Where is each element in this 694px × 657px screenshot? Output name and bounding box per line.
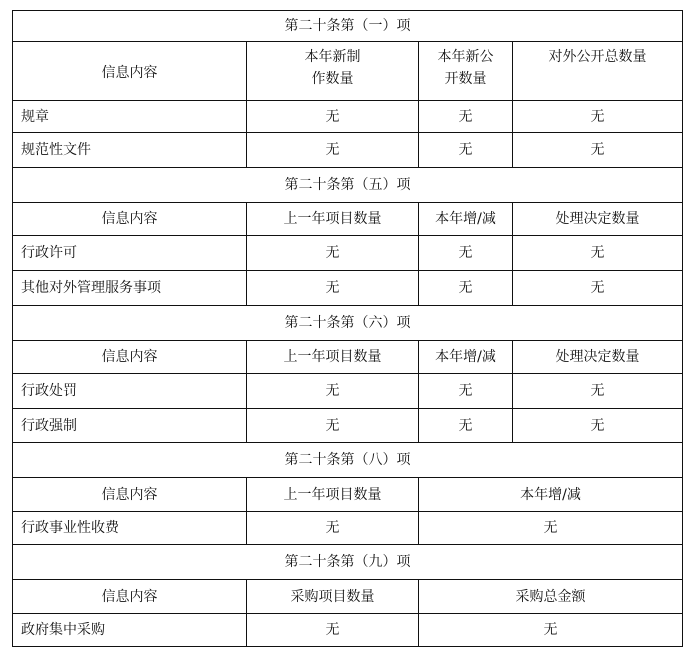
header-new-public-count xyxy=(419,42,513,101)
table-row xyxy=(13,133,683,168)
header-info-content: 信息内容 xyxy=(13,478,247,512)
cell-value: 无 xyxy=(419,374,513,409)
table-row xyxy=(13,614,683,647)
row-label: 其他对外管理服务事项 xyxy=(13,271,247,306)
row-label: 规范性文件 xyxy=(13,133,247,168)
section-title: 第二十条第（五）项 xyxy=(13,168,683,203)
row-label: 政府集中采购 xyxy=(13,614,247,647)
header-info-content: 信息内容 xyxy=(13,580,247,614)
header-purchase-amount: 采购总金额 xyxy=(419,580,683,614)
header-info-content: 信息内容 xyxy=(13,42,247,101)
header-prev-year-count: 上一年项目数量 xyxy=(247,478,419,512)
header-total-public-count: 对外公开总数量 xyxy=(513,42,683,101)
header-row xyxy=(13,203,683,236)
table-row xyxy=(13,374,683,409)
row-label: 规章 xyxy=(13,101,247,133)
header-line: 本年新公 xyxy=(437,49,494,65)
header-line: 本年新制 xyxy=(304,49,361,65)
table-row xyxy=(13,236,683,271)
header-line: 作数量 xyxy=(311,71,354,87)
cell-value: 无 xyxy=(419,512,683,545)
table-row xyxy=(13,101,683,133)
section-title: 第二十条第（八）项 xyxy=(13,443,683,478)
section-title: 第二十条第（一）项 xyxy=(13,11,683,42)
cell-value: 无 xyxy=(419,271,513,306)
cell-value: 无 xyxy=(513,409,683,443)
row-label: 行政处罚 xyxy=(13,374,247,409)
cell-value: 无 xyxy=(419,101,513,133)
cell-value: 无 xyxy=(419,409,513,443)
header-row xyxy=(13,341,683,374)
cell-value: 无 xyxy=(513,271,683,306)
header-purchase-count: 采购项目数量 xyxy=(247,580,419,614)
cell-value: 无 xyxy=(513,101,683,133)
header-decision-count: 处理决定数量 xyxy=(513,203,683,236)
row-label: 行政事业性收费 xyxy=(13,512,247,545)
cell-value: 无 xyxy=(247,236,419,271)
header-row xyxy=(13,42,683,101)
section-title-row xyxy=(13,168,683,203)
cell-value: 无 xyxy=(247,512,419,545)
disclosure-table xyxy=(12,10,683,647)
row-label: 行政许可 xyxy=(13,236,247,271)
section-title-row xyxy=(13,306,683,341)
cell-value: 无 xyxy=(513,374,683,409)
cell-value: 无 xyxy=(419,236,513,271)
header-row xyxy=(13,580,683,614)
section-title: 第二十条第（六）项 xyxy=(13,306,683,341)
table-row xyxy=(13,512,683,545)
cell-value: 无 xyxy=(513,133,683,168)
table-row xyxy=(13,409,683,443)
cell-value: 无 xyxy=(247,101,419,133)
cell-value: 无 xyxy=(247,133,419,168)
cell-value: 无 xyxy=(419,133,513,168)
header-change: 本年增/减 xyxy=(419,203,513,236)
header-prev-year-count: 上一年项目数量 xyxy=(247,341,419,374)
cell-value: 无 xyxy=(247,271,419,306)
header-row xyxy=(13,478,683,512)
header-info-content: 信息内容 xyxy=(13,203,247,236)
cell-value: 无 xyxy=(419,614,683,647)
header-change: 本年增/减 xyxy=(419,478,683,512)
header-info-content: 信息内容 xyxy=(13,341,247,374)
section-title-row xyxy=(13,443,683,478)
header-new-made-count xyxy=(247,42,419,101)
header-line: 开数量 xyxy=(444,71,487,87)
section-title-row xyxy=(13,11,683,42)
cell-value: 无 xyxy=(247,409,419,443)
header-prev-year-count: 上一年项目数量 xyxy=(247,203,419,236)
header-decision-count: 处理决定数量 xyxy=(513,341,683,374)
section-title-row xyxy=(13,545,683,580)
row-label: 行政强制 xyxy=(13,409,247,443)
cell-value: 无 xyxy=(247,614,419,647)
header-change: 本年增/减 xyxy=(419,341,513,374)
section-title: 第二十条第（九）项 xyxy=(13,545,683,580)
cell-value: 无 xyxy=(247,374,419,409)
table-row xyxy=(13,271,683,306)
cell-value: 无 xyxy=(513,236,683,271)
